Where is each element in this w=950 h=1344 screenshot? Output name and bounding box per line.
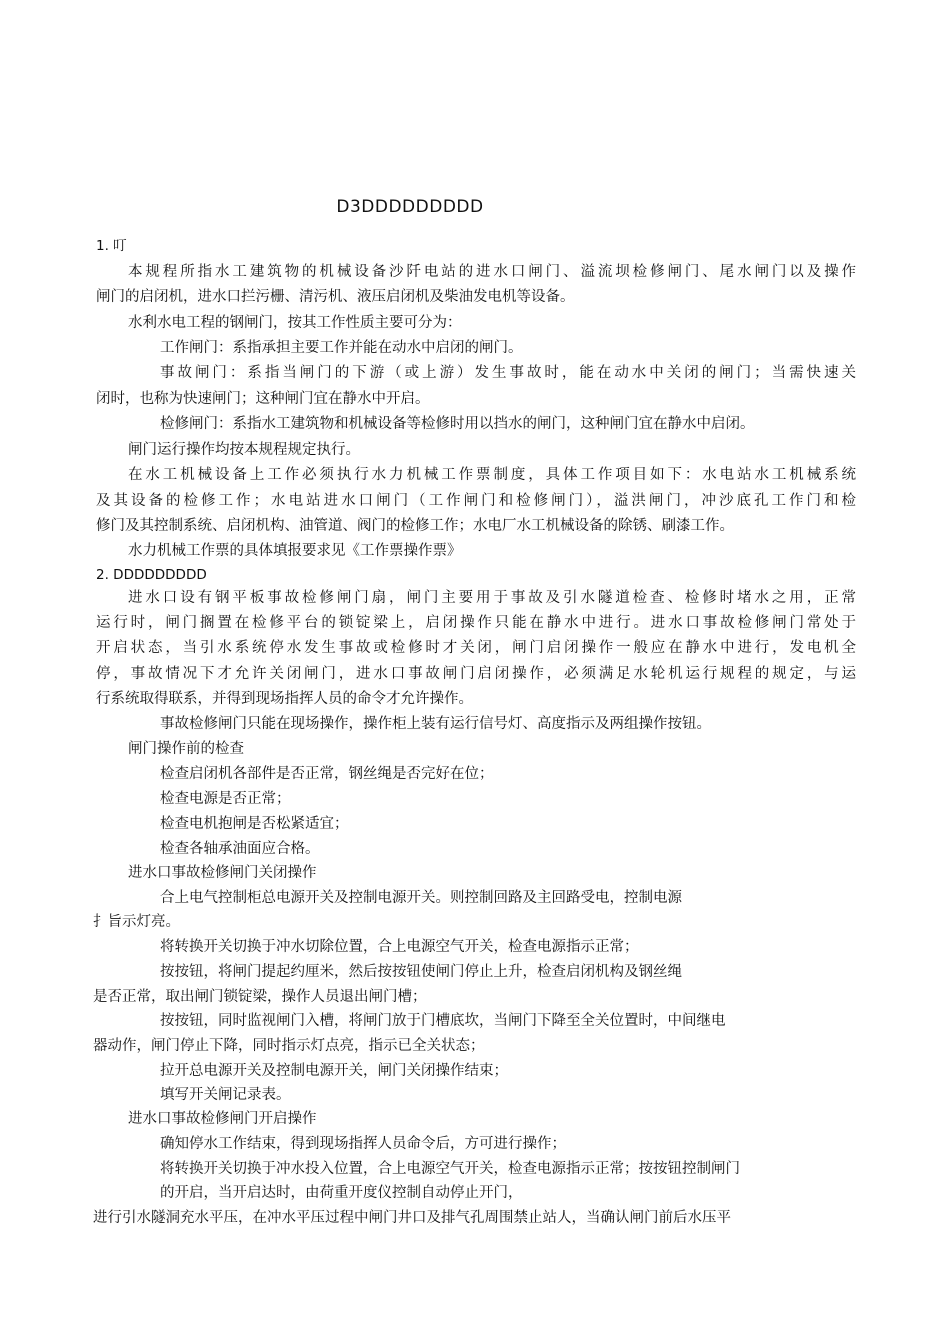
text-line: 检查启闭机各部件是否正常，钢丝绳是否完好在位； (160, 766, 494, 782)
text-line: 的开启，当开启达时，由荷重开度仪控制自动停止开门， (160, 1185, 523, 1201)
text-line: 按按钮，将闸门提起约厘米，然后按按钮使闸门停止上升，检查启闭机构及钢丝绳 (160, 964, 682, 980)
text-line: 开启状态，当引水系统停水发生事故或检修时才关闭，闸门启闭操作一般应在静水中进行，发电机全 (96, 640, 856, 656)
text-line: 合上电气控制柜总电源开关及控制电源开关。则控制回路及主回路受电，控制电源 (160, 890, 682, 906)
text-line: 闸门操作前的检查 (128, 741, 244, 757)
text-line: 按按钮，同时监视闸门入槽，将闸门放于门槽底坎，当闸门下降至全关位置时，中间继电 (160, 1013, 726, 1029)
text-line: 及其设备的检修工作；水电站进水口闸门（工作闸门和检修闸门），溢洪闸门，冲沙底孔工作门和检 (96, 493, 856, 509)
document-title: D3DDDDDDDDD (336, 197, 484, 217)
text-line: 2. DDDDDDDDD (96, 567, 207, 583)
text-line: 行系统取得联系，并得到现场指挥人员的命令才允许操作。 (96, 691, 473, 707)
text-line: 1. 叮 (96, 238, 127, 254)
text-line: 将转换开关切换于冲水切除位置，合上电源空气开关，检查电源指示正常； (160, 939, 639, 955)
text-line: 检查各轴承油面应合格。 (160, 841, 320, 857)
text-line: 检查电机抱闸是否松紧适宜； (160, 816, 349, 832)
text-line: 拉开总电源开关及控制电源开关，闸门关闭操作结束； (160, 1063, 508, 1079)
text-line: 检查电源是否正常； (160, 791, 291, 807)
text-line: 在水工机械设备上工作必须执行水力机械工作票制度，具体工作项目如下：水电站水工机械系统 (128, 467, 856, 483)
text-line: 器动作，闸门停止下降，同时指示灯点亮，指示已全关状态； (93, 1038, 485, 1054)
text-line: 将转换开关切换于冲水投入位置，合上电源空气开关，检查电源指示正常；按按钮控制闸门 (160, 1161, 740, 1177)
text-line: 水利水电工程的钢闸门，按其工作性质主要可分为： (128, 315, 462, 331)
text-line: 事故闸门：系指当闸门的下游（或上游）发生事故时，能在动水中关闭的闸门；当需快速关 (160, 365, 856, 381)
text-line: 扌旨示灯亮。 (93, 914, 180, 930)
text-line: 闭时，也称为快速闸门；这种闸门宜在静水中开启。 (96, 391, 430, 407)
text-line: 检修闸门：系指水工建筑物和机械设备等检修时用以挡水的闸门，这种闸门宜在静水中启闭。 (160, 416, 755, 432)
text-line: 进水口事故检修闸门开启操作 (128, 1111, 317, 1127)
text-line: 修门及其控制系统、启闭机构、油管道、阀门的检修工作；水电厂水工机械设备的除锈、刷漆工作。 (96, 518, 734, 534)
text-line: 运行时，闸门搁置在检修平台的锁锭梁上，启闭操作只能在静水中进行。进水口事故检修闸门常处于 (96, 615, 856, 631)
text-line: 闸门的启闭机，进水口拦污栅、清污机、液压启闭机及柴油发电机等设备。 (96, 289, 575, 305)
text-line: 事故检修闸门只能在现场操作，操作柜上装有运行信号灯、高度指示及两组操作按钮。 (160, 716, 711, 732)
text-line: 停，事故情况下才允许关闭闸门，进水口事故闸门启闭操作，必须满足水轮机运行规程的规定，与运 (96, 666, 856, 682)
text-line: 进行引水隧洞充水平压，在冲水平压过程中闸门井口及排气孔周围禁止站人，当确认闸门前后水压平 (93, 1210, 731, 1226)
text-line: 填写开关闸记录表。 (160, 1087, 291, 1103)
text-line: 确知停水工作结束，得到现场指挥人员命令后，方可进行操作； (160, 1136, 566, 1152)
text-line: 水力机械工作票的具体填报要求见《工作票操作票》 (128, 543, 462, 559)
text-line: 工作闸门：系指承担主要工作并能在动水中启闭的闸门。 (160, 340, 523, 356)
text-line: 是否正常，取出闸门锁锭梁，操作人员退出闸门槽； (93, 989, 427, 1005)
text-line: 进水口设有钢平板事故检修闸门扇，闸门主要用于事故及引水隧道检查、检修时堵水之用，正常 (128, 590, 856, 606)
text-line: 本规程所指水工建筑物的机械设备沙阡电站的进水口闸门、溢流坝检修闸门、尾水闸门以及操作 (128, 264, 856, 280)
text-line: 进水口事故检修闸门关闭操作 (128, 865, 317, 881)
text-line: 闸门运行操作均按本规程规定执行。 (128, 442, 360, 458)
